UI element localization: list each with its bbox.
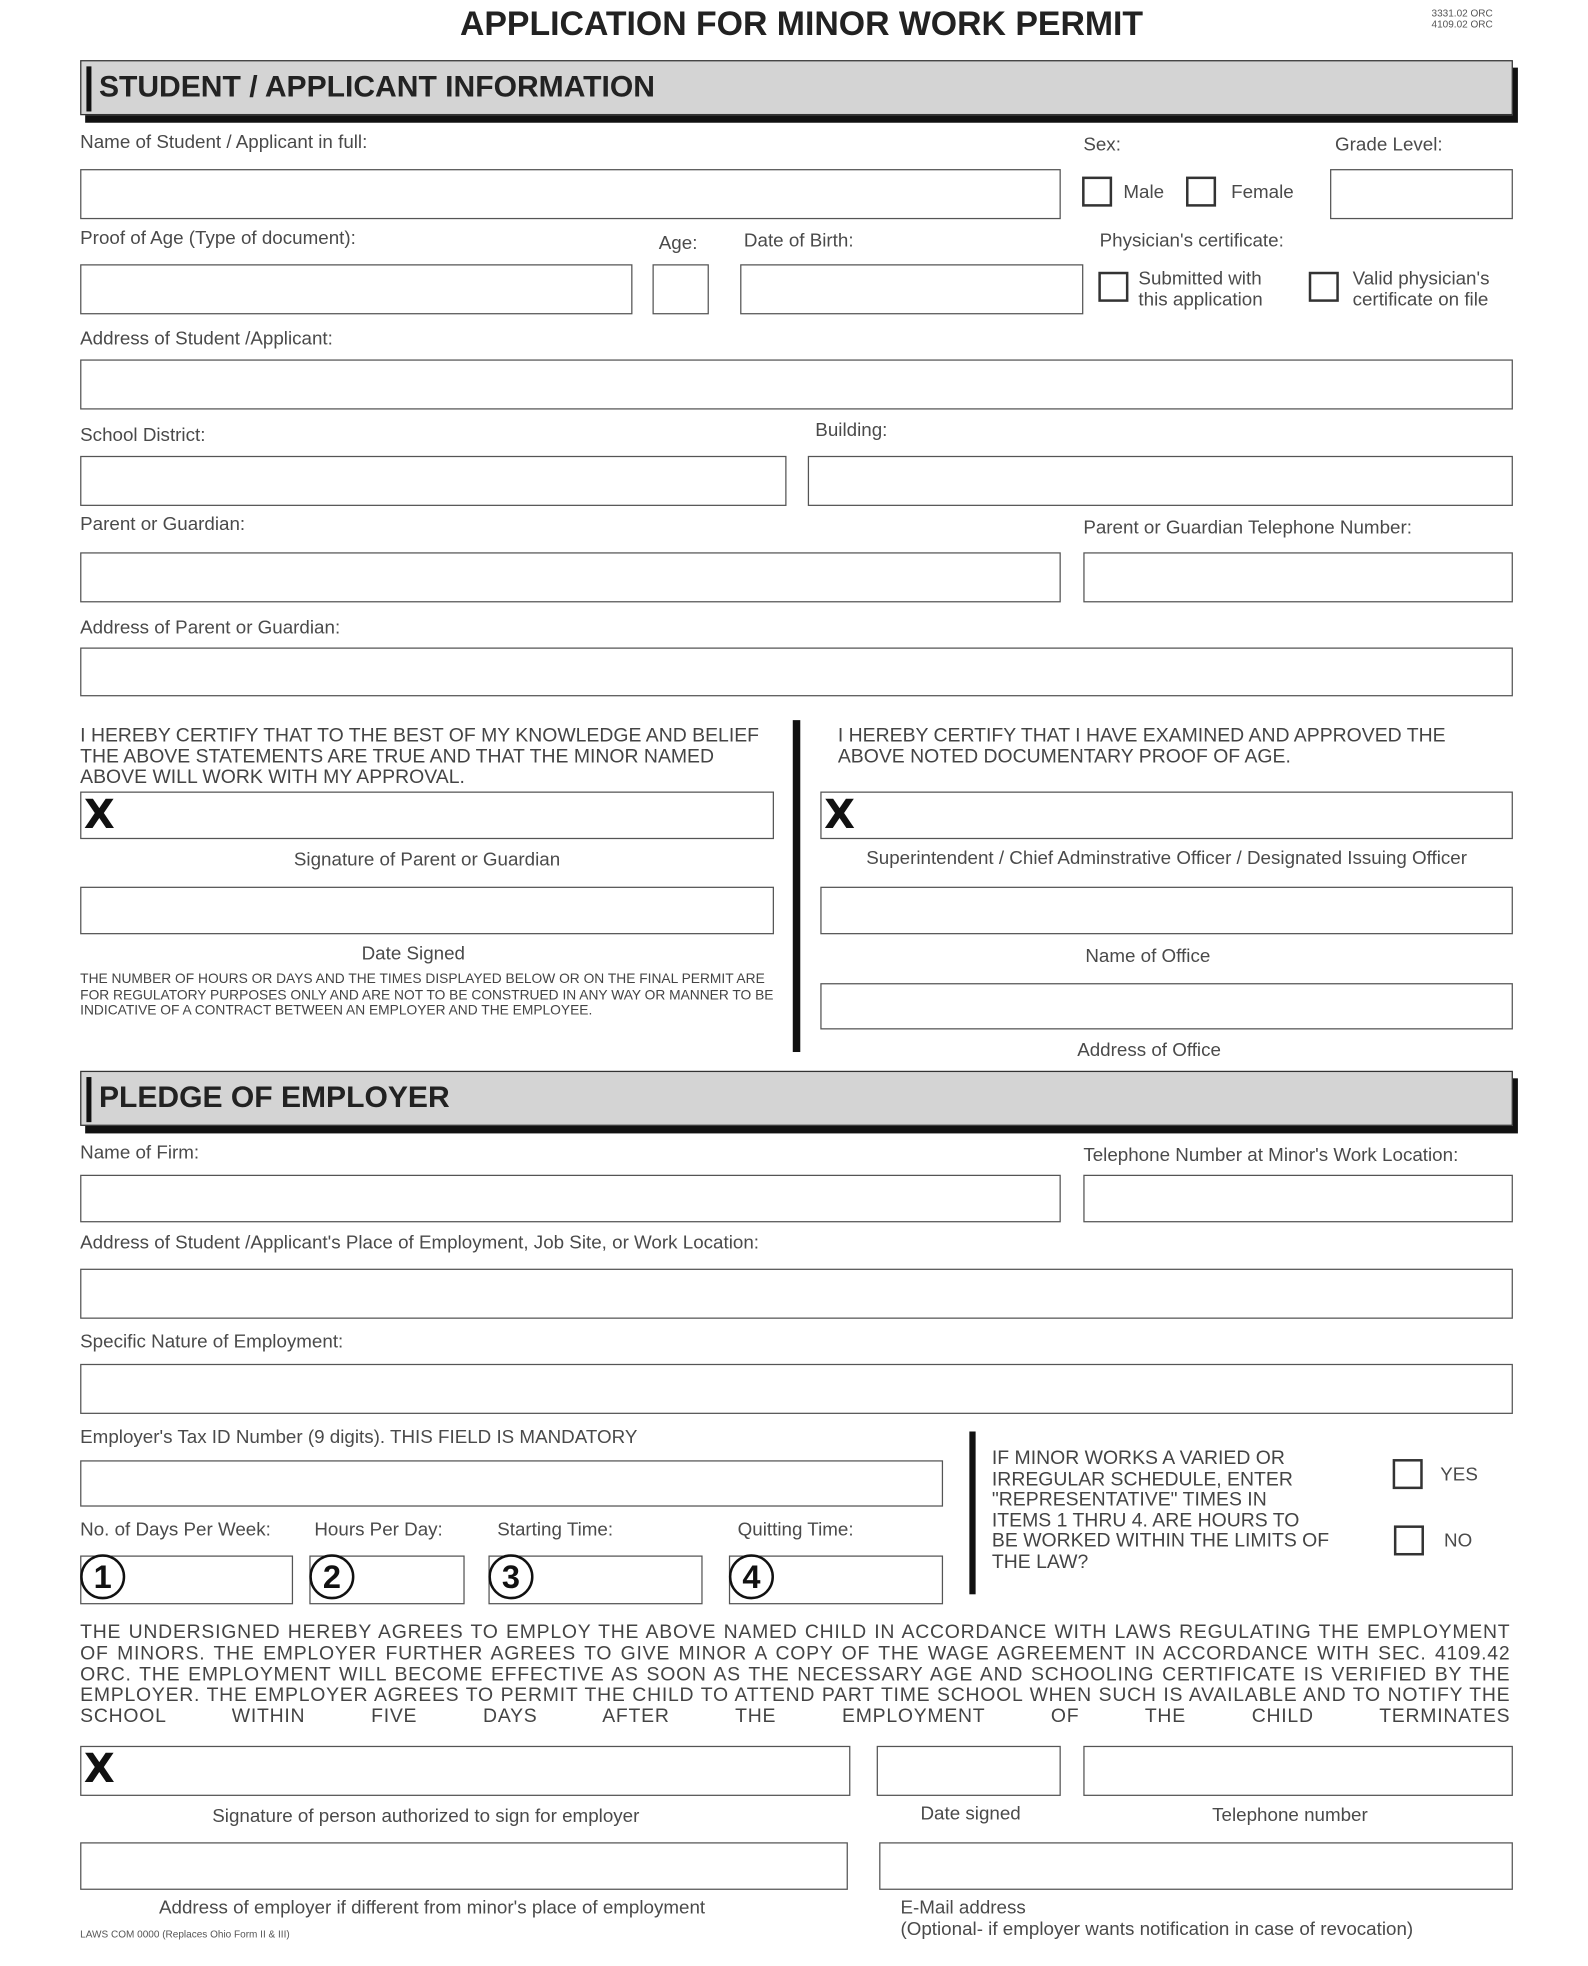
student-address-field[interactable] — [80, 359, 1513, 409]
parent-label: Parent or Guardian: — [80, 513, 246, 535]
employer-signature-label: Signature of person authorized to sign for employer — [212, 1805, 640, 1828]
grade-label: Grade Level: — [1335, 134, 1443, 156]
female-checkbox[interactable] — [1186, 177, 1216, 207]
quitting-time-field[interactable] — [729, 1555, 943, 1604]
yes-checkbox[interactable] — [1393, 1459, 1423, 1489]
form-title: APPLICATION FOR MINOR WORK PERMIT — [459, 5, 1144, 43]
divider — [969, 1431, 975, 1594]
start-label: Starting Time: — [497, 1519, 614, 1541]
item-number: 4 — [729, 1554, 774, 1599]
nature-label: Specific Nature of Employment: — [80, 1331, 344, 1353]
email-note: (Optional- if employer wants notification in case of revocation) — [900, 1918, 1414, 1940]
submitted-label — [1138, 268, 1262, 311]
no-checkbox[interactable] — [1394, 1525, 1424, 1555]
age-field[interactable] — [653, 264, 709, 314]
text: certificate on file — [1352, 289, 1489, 311]
code-ref: 4109.02 ORC — [1431, 18, 1493, 31]
age-label: Age: — [658, 232, 698, 255]
parent-phone-label: Parent or Guardian Telephone Number: — [1083, 517, 1412, 539]
hours-label: Hours Per Day: — [314, 1519, 443, 1541]
parent-address-field[interactable] — [80, 647, 1513, 696]
date-of-birth-field[interactable] — [740, 264, 1083, 314]
text: this application — [1138, 289, 1263, 311]
dob-label: Date of Birth: — [743, 230, 854, 252]
employer-address-label: Address of employer if different from minor's place of employment — [158, 1897, 706, 1919]
form-footer: LAWS COM 0000 (Replaces Ohio Form II & III) — [80, 1928, 290, 1940]
valid-label — [1353, 268, 1490, 311]
text: Submitted with — [1138, 268, 1262, 290]
yes-label: YES — [1440, 1464, 1478, 1486]
starting-time-field[interactable] — [488, 1555, 702, 1604]
school-district-field[interactable] — [80, 456, 786, 506]
male-label: Male — [1123, 181, 1165, 203]
email-label: E-Mail address — [900, 1897, 1026, 1919]
employer-phone-field[interactable] — [1083, 1746, 1513, 1796]
days-label: No. of Days Per Week: — [80, 1519, 271, 1541]
item-number: 2 — [309, 1554, 354, 1599]
firm-name-field[interactable] — [80, 1175, 1061, 1223]
grade-level-field[interactable] — [1330, 169, 1513, 219]
item-number: 1 — [80, 1554, 125, 1599]
x-mark: X — [83, 790, 115, 838]
parent-phone-field[interactable] — [1083, 552, 1513, 602]
nature-of-employment-field[interactable] — [80, 1364, 1513, 1414]
quit-label: Quitting Time: — [737, 1519, 854, 1541]
office-address-field[interactable] — [820, 983, 1513, 1029]
section-header-employer — [80, 1071, 1513, 1126]
date-label: Date signed — [920, 1803, 1021, 1825]
building-field[interactable] — [808, 456, 1513, 506]
employer-address-field[interactable] — [80, 1842, 848, 1890]
work-address-field[interactable] — [80, 1269, 1513, 1319]
officer-certification-text: I HEREBY CERTIFY THAT I HAVE EXAMINED AND APPROVED THE ABOVE NOTED DOCUMENTARY PROOF OF AGE. — [837, 725, 1446, 768]
office-address-label: Address of Office — [1077, 1039, 1221, 1061]
office-name-field[interactable] — [820, 887, 1513, 935]
physician-label: Physician's certificate: — [1099, 230, 1284, 252]
divider — [793, 720, 801, 1052]
work-phone-label: Telephone Number at Minor's Work Location: — [1083, 1144, 1459, 1166]
x-mark: X — [824, 790, 855, 838]
disclaimer-text: THE NUMBER OF HOURS OR DAYS AND THE TIMES DISPLAYED BELOW OR ON THE FINAL PERMIT ARE FOR REGULATORY PURPOSES ONLY AND ARE NOT TO BE CONSTRUED IN ANY WAY OR MANNER TO BE INDICATIVE OF A CONTRACT BETWEEN AN EMPLOYER AND THE EMPLOYEE. — [80, 971, 774, 1019]
employer-signature-field[interactable] — [80, 1746, 850, 1796]
schedule-question: IF MINOR WORKS A VARIED OR IRREGULAR SCHEDULE, ENTER "REPRESENTATIVE" TIMES IN ITEMS 1 THRU 4. ARE HOURS TO BE WORKED WITHIN THE LIMITS OF THE LAW? — [991, 1447, 1330, 1573]
building-label: Building: — [815, 419, 888, 441]
work-address-label: Address of Student /Applicant's Place of Employment, Job Site, or Work Location: — [80, 1232, 759, 1254]
tax-id-label: Employer's Tax ID Number (9 digits). THIS FIELD IS MANDATORY — [80, 1426, 638, 1448]
hours-per-day-field[interactable] — [309, 1555, 464, 1604]
x-mark: X — [83, 1744, 115, 1793]
days-per-week-field[interactable] — [80, 1555, 293, 1604]
submitted-checkbox[interactable] — [1098, 272, 1128, 302]
proof-of-age-field[interactable] — [80, 264, 632, 314]
work-phone-field[interactable] — [1083, 1175, 1513, 1223]
firm-label: Name of Firm: — [80, 1142, 200, 1164]
valid-certificate-checkbox[interactable] — [1309, 272, 1339, 302]
officer-signature-field[interactable] — [820, 792, 1513, 840]
item-number: 3 — [488, 1554, 533, 1599]
code-refs — [1431, 8, 1492, 31]
student-name-field[interactable] — [80, 169, 1061, 219]
text: Valid physician's — [1352, 268, 1490, 290]
parent-signature-field[interactable] — [80, 792, 774, 840]
tax-id-field[interactable] — [80, 1460, 943, 1506]
parent-date-signed-field[interactable] — [80, 887, 774, 935]
employer-date-field[interactable] — [877, 1746, 1061, 1796]
name-label: Name of Student / Applicant in full: — [80, 131, 368, 153]
email-field[interactable] — [879, 1842, 1513, 1890]
code-ref: 3331.02 ORC — [1431, 7, 1493, 19]
sex-label: Sex: — [1083, 134, 1121, 156]
section-title: STUDENT / APPLICANT INFORMATION — [98, 70, 655, 104]
female-label: Female — [1231, 181, 1294, 203]
parent-certification-text: I HEREBY CERTIFY THAT TO THE BEST OF MY KNOWLEDGE AND BELIEF THE ABOVE STATEMENTS ARE TRUE AND THAT THE MINOR NAMED ABOVE WILL WORK WITH MY APPROVAL. — [80, 725, 760, 788]
parent-signature-label: Signature of Parent or Guardian — [293, 849, 561, 871]
male-checkbox[interactable] — [1082, 177, 1112, 207]
phone-label: Telephone number — [1212, 1804, 1368, 1826]
address-label: Address of Student /Applicant: — [80, 328, 333, 350]
date-signed-label: Date Signed — [361, 943, 465, 965]
section-title: PLEDGE OF EMPLOYER — [98, 1080, 450, 1115]
office-name-label: Name of Office — [1085, 945, 1211, 967]
section-header-student — [80, 60, 1513, 115]
officer-signature-label: Superintendent / Chief Adminstrative Officer / Designated Issuing Officer — [866, 847, 1467, 870]
district-label: School District: — [80, 424, 206, 446]
proof-label: Proof of Age (Type of document): — [80, 227, 356, 250]
agreement-text: THE UNDERSIGNED HEREBY AGREES TO EMPLOY THE ABOVE NAMED CHILD IN ACCORDANCE WITH LAWS REGULATING THE EMPLOYMENT OF MINORS. THE EMPLOYER FURTHER AGREES TO GIVE MINOR A COPY OF THE WAGE AGREEMENT IN ACCORDANCE WITH SEC. 4109.42 ORC. THE EMPLOYMENT WILL BECOME EFFECTIVE AS SOON AS THE NECESSARY AGE AND SCHOOLING CERTIFICATE IS VERIFIED BY THE EMPLOYER. THE EMPLOYER AGREES TO PERMIT THE CHILD TO ATTEND PART TIME SCHOOL WHEN SUCH IS AVAILABLE AND TO NOTIFY THE SCHOOL WITHIN FIVE DAYS AFTER THE EMPLOYMENT OF THE CHILD TERMINATES — [80, 1621, 1511, 1728]
parent-name-field[interactable] — [80, 552, 1061, 602]
parent-address-label: Address of Parent or Guardian: — [80, 617, 341, 639]
no-label: NO — [1444, 1530, 1473, 1552]
